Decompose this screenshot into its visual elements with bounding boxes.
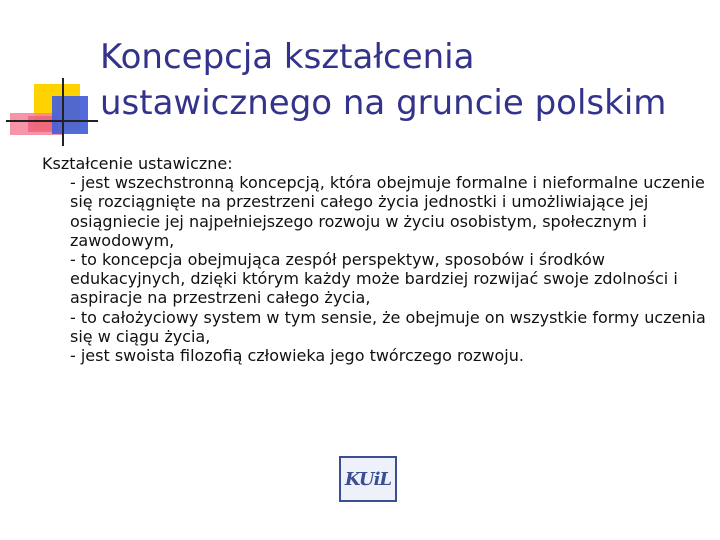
body-item-3: - to całożyciowy system w tym sensie, że obejmuje on wszystkie formy uczenia się w ciągu życia,: [70, 307, 706, 346]
body-item-2: - to koncepcja obejmująca zespół perspektyw, sposobów i środków edukacyjnych, dzięki którym każdy może bardziej rozwijać swoje zdolności i aspiracje na przestrzeni całego życia,: [70, 250, 678, 308]
logo-text: KUiL: [344, 468, 392, 490]
title-line-2: ustawicznego na gruncie polskim: [100, 83, 667, 123]
slide-body: [38, 154, 708, 365]
slide-title: [100, 34, 700, 126]
body-lead: Kształcenie ustawiczne:: [42, 154, 233, 173]
kuil-logo: [339, 456, 397, 502]
decor-blue-square: [52, 96, 88, 134]
decor-vertical-line: [62, 78, 64, 146]
decor-horizontal-line: [6, 120, 98, 122]
title-line-1: Koncepcja kształcenia: [100, 37, 475, 77]
body-item-1: - jest wszechstronną koncepcją, która obejmuje formalne i nieformalne uczenie się rozciągnięte na przestrzeni całego życia jednostki i umożliwiające jej osiągniecie jej najpełniejszego rozwoju w życiu osobistym, społecznym i zawodowym,: [70, 173, 705, 250]
body-item-4: - jest swoista filozofią człowieka jego twórczego rozwoju.: [70, 346, 524, 366]
